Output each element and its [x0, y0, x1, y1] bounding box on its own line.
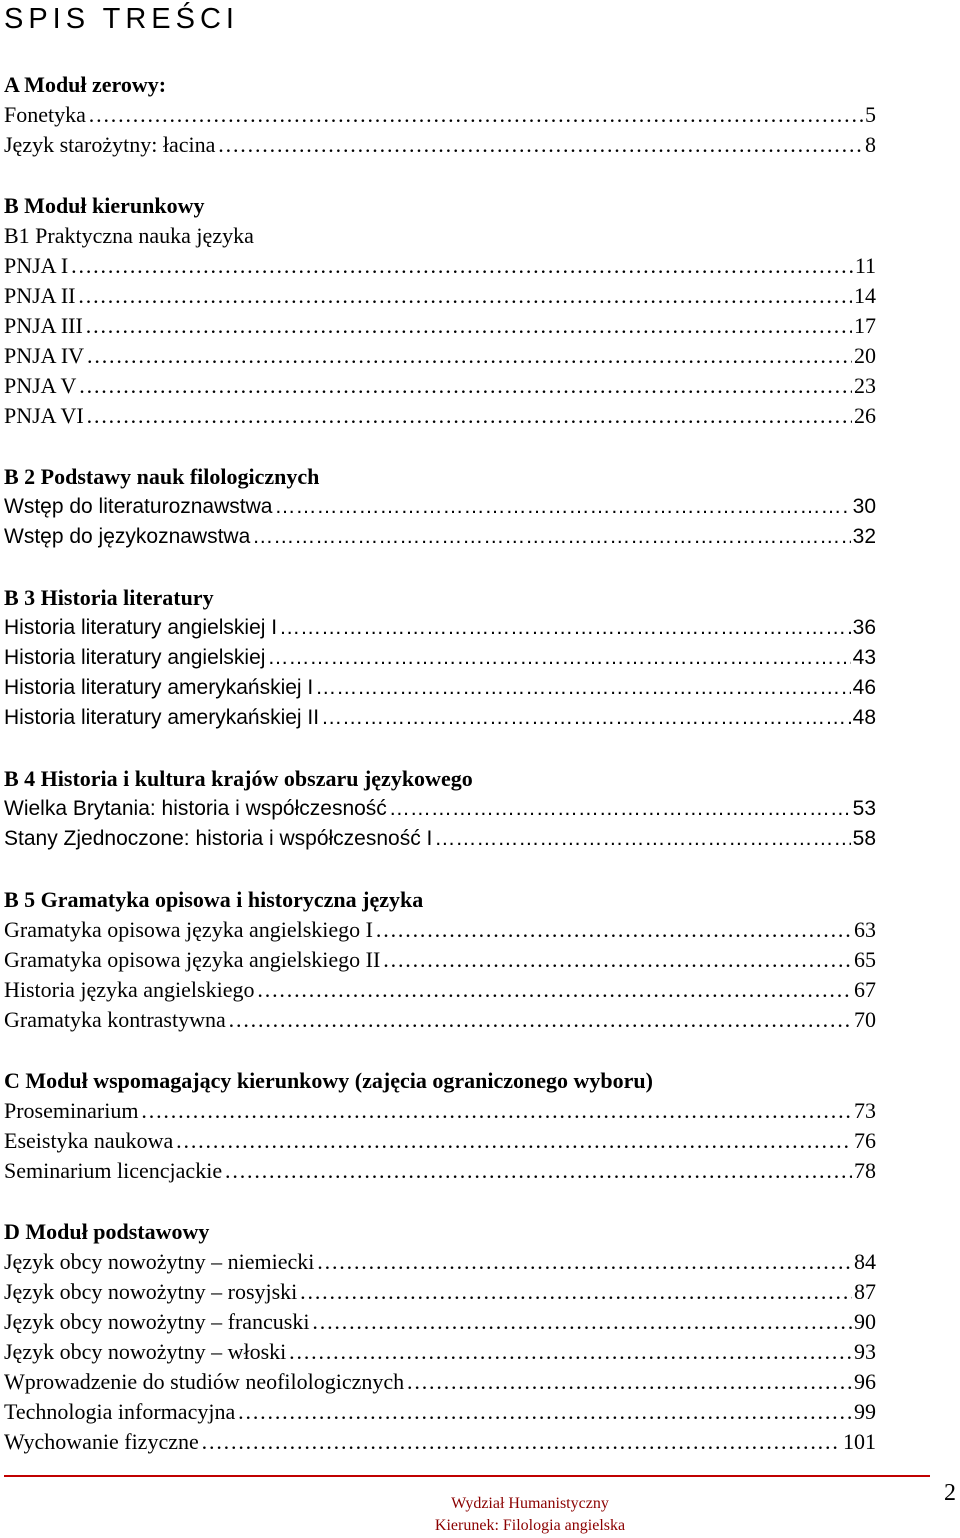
- toc-entry-title: Język obcy nowożytny – francuski: [4, 1309, 310, 1334]
- toc-entry-page: 17: [854, 313, 876, 338]
- toc-entry-title: Wychowanie fizyczne: [4, 1429, 199, 1454]
- toc-entry-title: PNJA I: [4, 253, 69, 278]
- dot-leader: [140, 1096, 852, 1126]
- footer-faculty: Wydział Humanistyczny: [451, 1495, 609, 1512]
- section-heading: B 5 Gramatyka opisowa i historyczna języka: [4, 887, 424, 912]
- toc-entry: [4, 1247, 876, 1277]
- toc-entry: [4, 251, 876, 281]
- dot-leader: [86, 401, 852, 431]
- section-heading: B 4 Historia i kultura krajów obszaru językowego: [4, 766, 473, 791]
- toc-entry-page: 99: [854, 1399, 876, 1424]
- toc-entry-title: Wprowadzenie do studiów neofilologicznych: [4, 1369, 405, 1394]
- dot-leader: [288, 1337, 852, 1367]
- dot-leader: [201, 1427, 841, 1457]
- toc-entry-title: Historia literatury angielskiej I: [4, 616, 278, 639]
- toc-section: [4, 1217, 876, 1457]
- toc-section: [4, 764, 876, 854]
- toc-entry-title: Historia literatury amerykańskiej II: [4, 706, 320, 729]
- toc-entry-page: 53: [852, 797, 876, 820]
- toc-entry: [4, 341, 876, 371]
- toc-section: [4, 885, 876, 1035]
- toc-entry-title: Historia literatury angielskiej: [4, 646, 266, 669]
- toc-entry: [4, 371, 876, 401]
- toc-entry-title: Proseminarium: [4, 1098, 139, 1123]
- toc-entry-page: 5: [865, 102, 876, 127]
- toc-entry: [4, 130, 876, 160]
- dot-leader: [86, 341, 852, 371]
- toc-entry: [4, 643, 876, 673]
- toc-entry-page: 65: [854, 947, 876, 972]
- dot-leader: [78, 371, 852, 401]
- dot-leader: [321, 703, 851, 733]
- toc-entry-title: Wielka Brytania: historia i współczesność: [4, 797, 387, 820]
- subheading-label: B1 Praktyczna nauka języka: [4, 223, 254, 248]
- toc-entry-page: 58: [852, 827, 876, 850]
- section-heading: C Moduł wspomagający kierunkowy (zajęcia ograniczonego wyboru): [4, 1068, 653, 1093]
- toc-entry-page: 78: [854, 1158, 876, 1183]
- toc-entry: [4, 1427, 876, 1457]
- toc-section: [4, 191, 876, 431]
- toc-entry: [4, 281, 876, 311]
- dot-leader: [70, 251, 853, 281]
- dot-leader: [224, 1156, 852, 1186]
- toc-section: [4, 462, 876, 552]
- toc-entry: [4, 311, 876, 341]
- toc-entry-page: 63: [854, 917, 876, 942]
- toc-entry-page: 76: [854, 1128, 876, 1153]
- dot-leader: [382, 945, 852, 975]
- toc-entry-title: PNJA V: [4, 373, 77, 398]
- toc-entry-title: Seminarium licencjackie: [4, 1158, 223, 1183]
- toc-entry-page: 48: [852, 706, 876, 729]
- toc-entry: [4, 1277, 876, 1307]
- toc-entry-page: 46: [852, 676, 876, 699]
- toc-entry: [4, 522, 876, 552]
- section-heading: B Moduł kierunkowy: [4, 193, 205, 218]
- dot-leader: [256, 975, 852, 1005]
- toc-entry-page: 26: [854, 403, 876, 428]
- toc-entry-page: 32: [852, 525, 876, 548]
- toc-entry-page: 73: [854, 1098, 876, 1123]
- toc-entry: [4, 1126, 876, 1156]
- dot-leader: [267, 643, 850, 673]
- dot-leader: [316, 1247, 852, 1277]
- toc-entry-page: 8: [865, 132, 876, 157]
- toc-entry-title: PNJA IV: [4, 343, 85, 368]
- dot-leader: [252, 522, 850, 552]
- toc-entry-title: Historia literatury amerykańskiej I: [4, 676, 314, 699]
- toc-entry-title: Język obcy nowożytny – rosyjski: [4, 1279, 298, 1304]
- dot-leader: [406, 1367, 852, 1397]
- toc-entry-title: PNJA II: [4, 283, 76, 308]
- table-of-contents: [4, 70, 876, 1457]
- toc-entry: [4, 492, 876, 522]
- dot-leader: [85, 311, 852, 341]
- toc-entry: [4, 1367, 876, 1397]
- toc-entry-page: 23: [854, 373, 876, 398]
- toc-entry-title: Historia języka angielskiego: [4, 977, 255, 1002]
- dot-leader: [279, 613, 851, 643]
- toc-entry-page: 93: [854, 1339, 876, 1364]
- section-heading: A Moduł zerowy:: [4, 72, 167, 97]
- toc-entry: [4, 1307, 876, 1337]
- footer: [260, 1493, 800, 1537]
- dot-leader: [311, 1307, 852, 1337]
- toc-entry-title: Gramatyka kontrastywna: [4, 1007, 226, 1032]
- toc-entry-title: Język obcy nowożytny – niemiecki: [4, 1249, 315, 1274]
- dot-leader: [315, 673, 850, 703]
- section-heading: B 2 Podstawy nauk filologicznych: [4, 464, 320, 489]
- toc-entry-page: 11: [854, 253, 876, 278]
- toc-entry: [4, 915, 876, 945]
- dot-leader: [274, 492, 850, 522]
- dot-leader: [78, 281, 852, 311]
- toc-entry: [4, 824, 876, 854]
- toc-entry: [4, 794, 876, 824]
- section-heading: D Moduł podstawowy: [4, 1219, 210, 1244]
- toc-entry: [4, 1337, 876, 1367]
- dot-leader: [389, 794, 851, 824]
- toc-entry-title: Gramatyka opisowa języka angielskiego II: [4, 947, 381, 972]
- toc-entry: [4, 1096, 876, 1126]
- section-heading: B 3 Historia literatury: [4, 585, 214, 610]
- toc-section: [4, 583, 876, 733]
- footer-divider: [4, 1475, 930, 1477]
- toc-entry: [4, 1156, 876, 1186]
- toc-entry: [4, 703, 876, 733]
- toc-entry-page: 43: [852, 646, 876, 669]
- toc-entry: [4, 613, 876, 643]
- dot-leader: [299, 1277, 852, 1307]
- toc-entry-page: 30: [852, 495, 876, 518]
- toc-entry: [4, 1397, 876, 1427]
- toc-entry-title: Język obcy nowożytny – włoski: [4, 1339, 287, 1364]
- toc-entry-title: PNJA VI: [4, 403, 84, 428]
- toc-section: [4, 70, 876, 160]
- toc-section: [4, 1066, 876, 1186]
- toc-entry-title: Gramatyka opisowa języka angielskiego I: [4, 917, 373, 942]
- toc-entry-page: 84: [854, 1249, 876, 1274]
- toc-entry-page: 36: [852, 616, 876, 639]
- page-number: 2: [944, 1480, 956, 1506]
- toc-entry-page: 87: [854, 1279, 876, 1304]
- toc-entry: [4, 401, 876, 431]
- toc-entry-page: 20: [854, 343, 876, 368]
- toc-entry: [4, 100, 876, 130]
- toc-entry: [4, 673, 876, 703]
- toc-entry-title: Język starożytny: łacina: [4, 132, 216, 157]
- toc-entry-title: Wstęp do literaturoznawstwa: [4, 495, 273, 518]
- toc-entry: [4, 975, 876, 1005]
- toc-entry-title: Eseistyka naukowa: [4, 1128, 174, 1153]
- dot-leader: [88, 100, 863, 130]
- dot-leader: [217, 130, 863, 160]
- toc-entry-page: 101: [843, 1429, 876, 1454]
- toc-entry-page: 67: [854, 977, 876, 1002]
- toc-entry-title: PNJA III: [4, 313, 83, 338]
- dot-leader: [375, 915, 852, 945]
- dot-leader: [434, 824, 850, 854]
- dot-leader: [237, 1397, 852, 1427]
- toc-entry-page: 90: [854, 1309, 876, 1334]
- toc-entry-page: 96: [854, 1369, 876, 1394]
- toc-entry-title: Stany Zjednoczone: historia i współczesność I: [4, 827, 433, 850]
- toc-entry-title: Wstęp do językoznawstwa: [4, 525, 251, 548]
- toc-entry-title: Fonetyka: [4, 102, 86, 127]
- page-title: SPIS TREŚCI: [4, 3, 239, 35]
- section-subheading: [4, 221, 876, 251]
- toc-entry-page: 14: [854, 283, 876, 308]
- footer-field: Kierunek: Filologia angielska: [434, 1517, 626, 1534]
- toc-entry-title: Technologia informacyjna: [4, 1399, 236, 1424]
- toc-entry: [4, 945, 876, 975]
- toc-entry-page: 70: [854, 1007, 876, 1032]
- dot-leader: [175, 1126, 852, 1156]
- toc-entry: [4, 1005, 876, 1035]
- dot-leader: [228, 1005, 852, 1035]
